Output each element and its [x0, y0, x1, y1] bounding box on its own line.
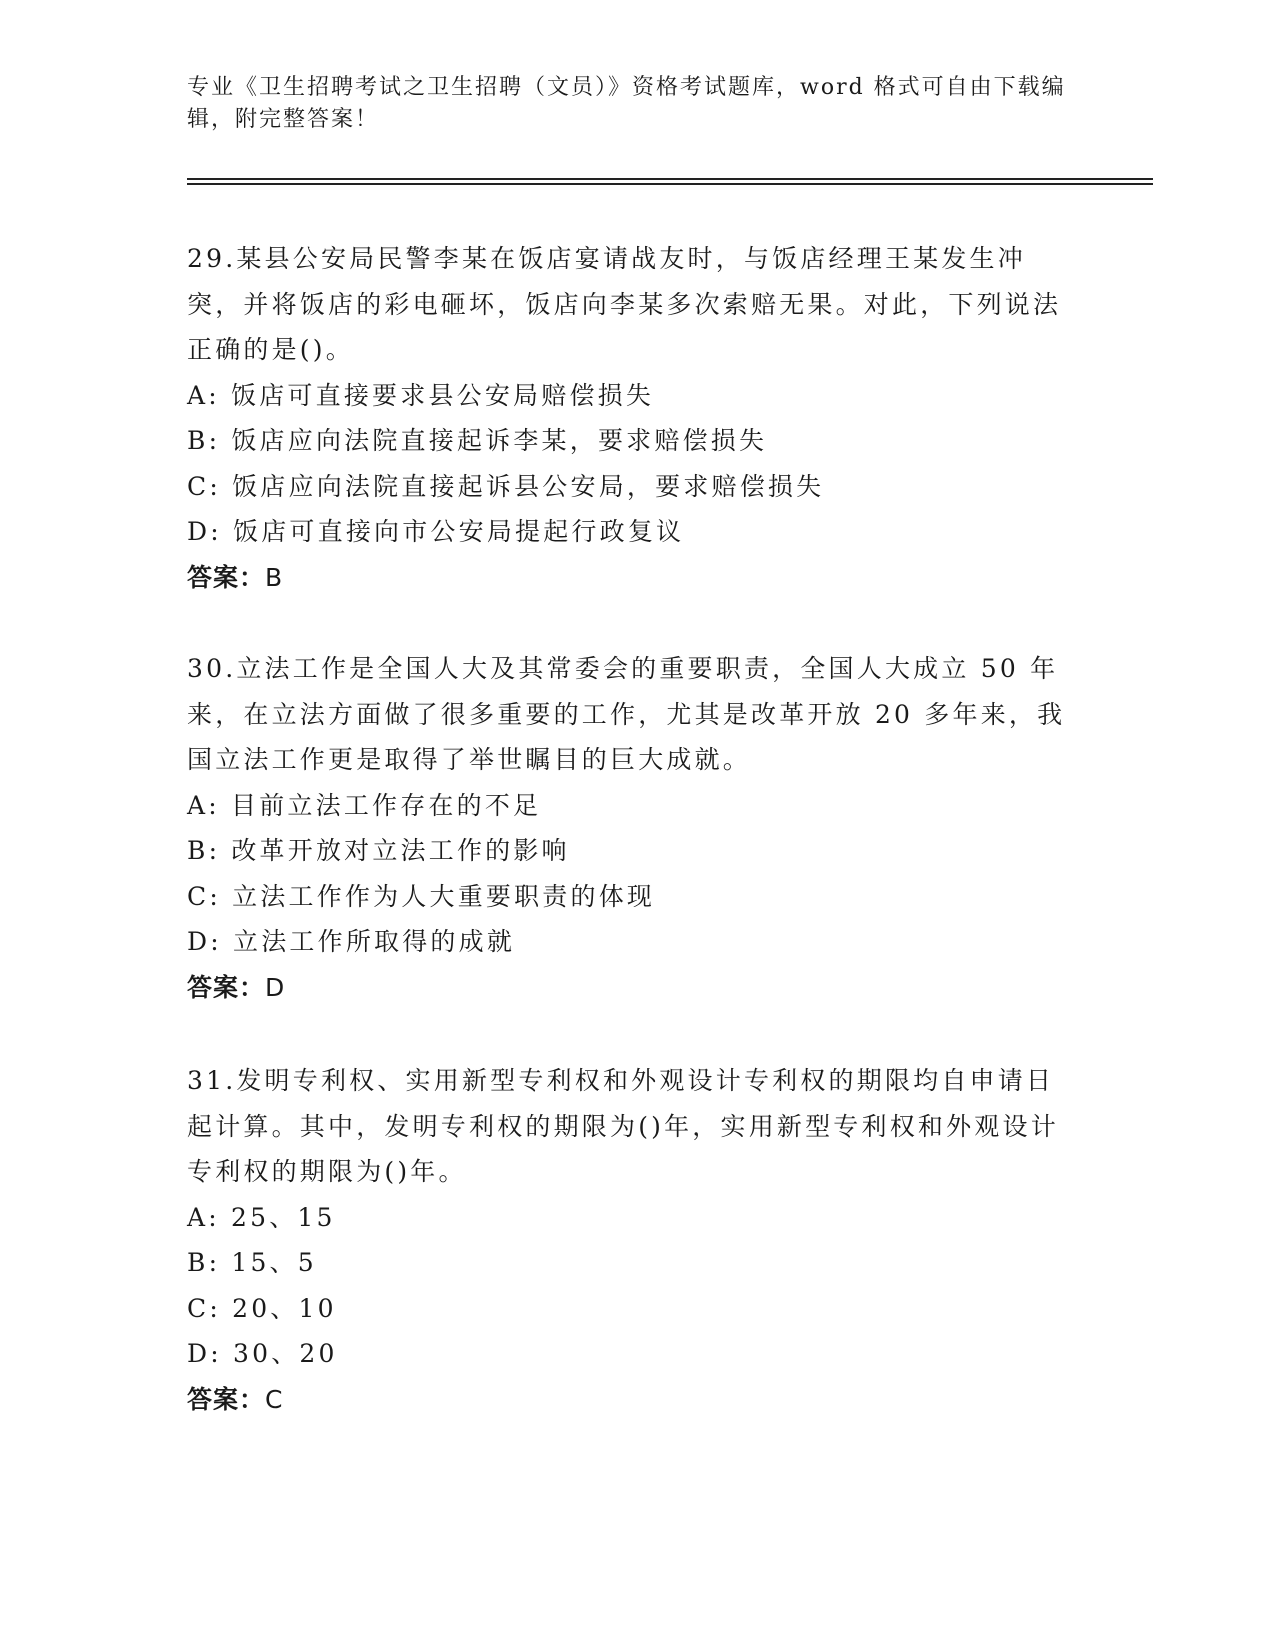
- question-30: [187, 646, 1067, 1010]
- question-29: [187, 236, 1067, 600]
- answer-line: [187, 965, 1067, 1011]
- question-stem: 30.立法工作是全国人大及其常委会的重要职责，全国人大成立 50 年来，在立法方面做了很多重要的工作，尤其是改革开放 20 多年来，我国立法工作更是取得了举世瞩目的巨大成就。: [187, 654, 1066, 774]
- document-header: 专业《卫生招聘考试之卫生招聘（文员）》资格考试题库，word 格式可自由下载编辑，附完整答案！: [187, 75, 1066, 132]
- option-a: A: 饭店可直接要求县公安局赔偿损失: [187, 380, 655, 410]
- option-b: B: 15、5: [187, 1248, 317, 1277]
- option-a: A: 25、15: [187, 1202, 336, 1232]
- option-a: A: 目前立法工作存在的不足: [187, 790, 542, 820]
- answer-label: 答案：: [187, 1384, 266, 1414]
- option-b: B: 饭店应向法院直接起诉李某，要求赔偿损失: [187, 426, 768, 455]
- header-divider-top: [187, 178, 1153, 180]
- answer-value: B: [265, 562, 284, 592]
- option-d: D: 立法工作所取得的成就: [187, 927, 516, 956]
- question-stem: 29.某县公安局民警李某在饭店宴请战友时，与饭店经理王某发生冲突，并将饭店的彩电砸坏，饭店向李某多次索赔无果。对此，下列说法正确的是()。: [187, 244, 1062, 364]
- option-d: D: 饭店可直接向市公安局提起行政复议: [187, 517, 685, 546]
- question-31: [187, 1058, 1067, 1422]
- option-c: C: 饭店应向法院直接起诉县公安局，要求赔偿损失: [187, 471, 825, 501]
- answer-value: C: [265, 1384, 284, 1414]
- option-b: B: 改革开放对立法工作的影响: [187, 836, 570, 865]
- answer-label: 答案：: [187, 562, 266, 592]
- question-stem: 31.发明专利权、实用新型专利权和外观设计专利权的期限均自申请日起计算。其中，发明专利权的期限为()年，实用新型专利权和外观设计专利权的期限为()年。: [187, 1066, 1059, 1186]
- header-divider-bottom: [187, 183, 1153, 185]
- answer-line: [187, 555, 1067, 601]
- answer-label: 答案：: [187, 972, 266, 1002]
- answer-line: [187, 1377, 1067, 1423]
- answer-value: D: [265, 972, 286, 1002]
- option-c: C: 20、10: [187, 1293, 337, 1323]
- option-c: C: 立法工作作为人大重要职责的体现: [187, 881, 656, 911]
- option-d: D: 30、20: [187, 1339, 338, 1368]
